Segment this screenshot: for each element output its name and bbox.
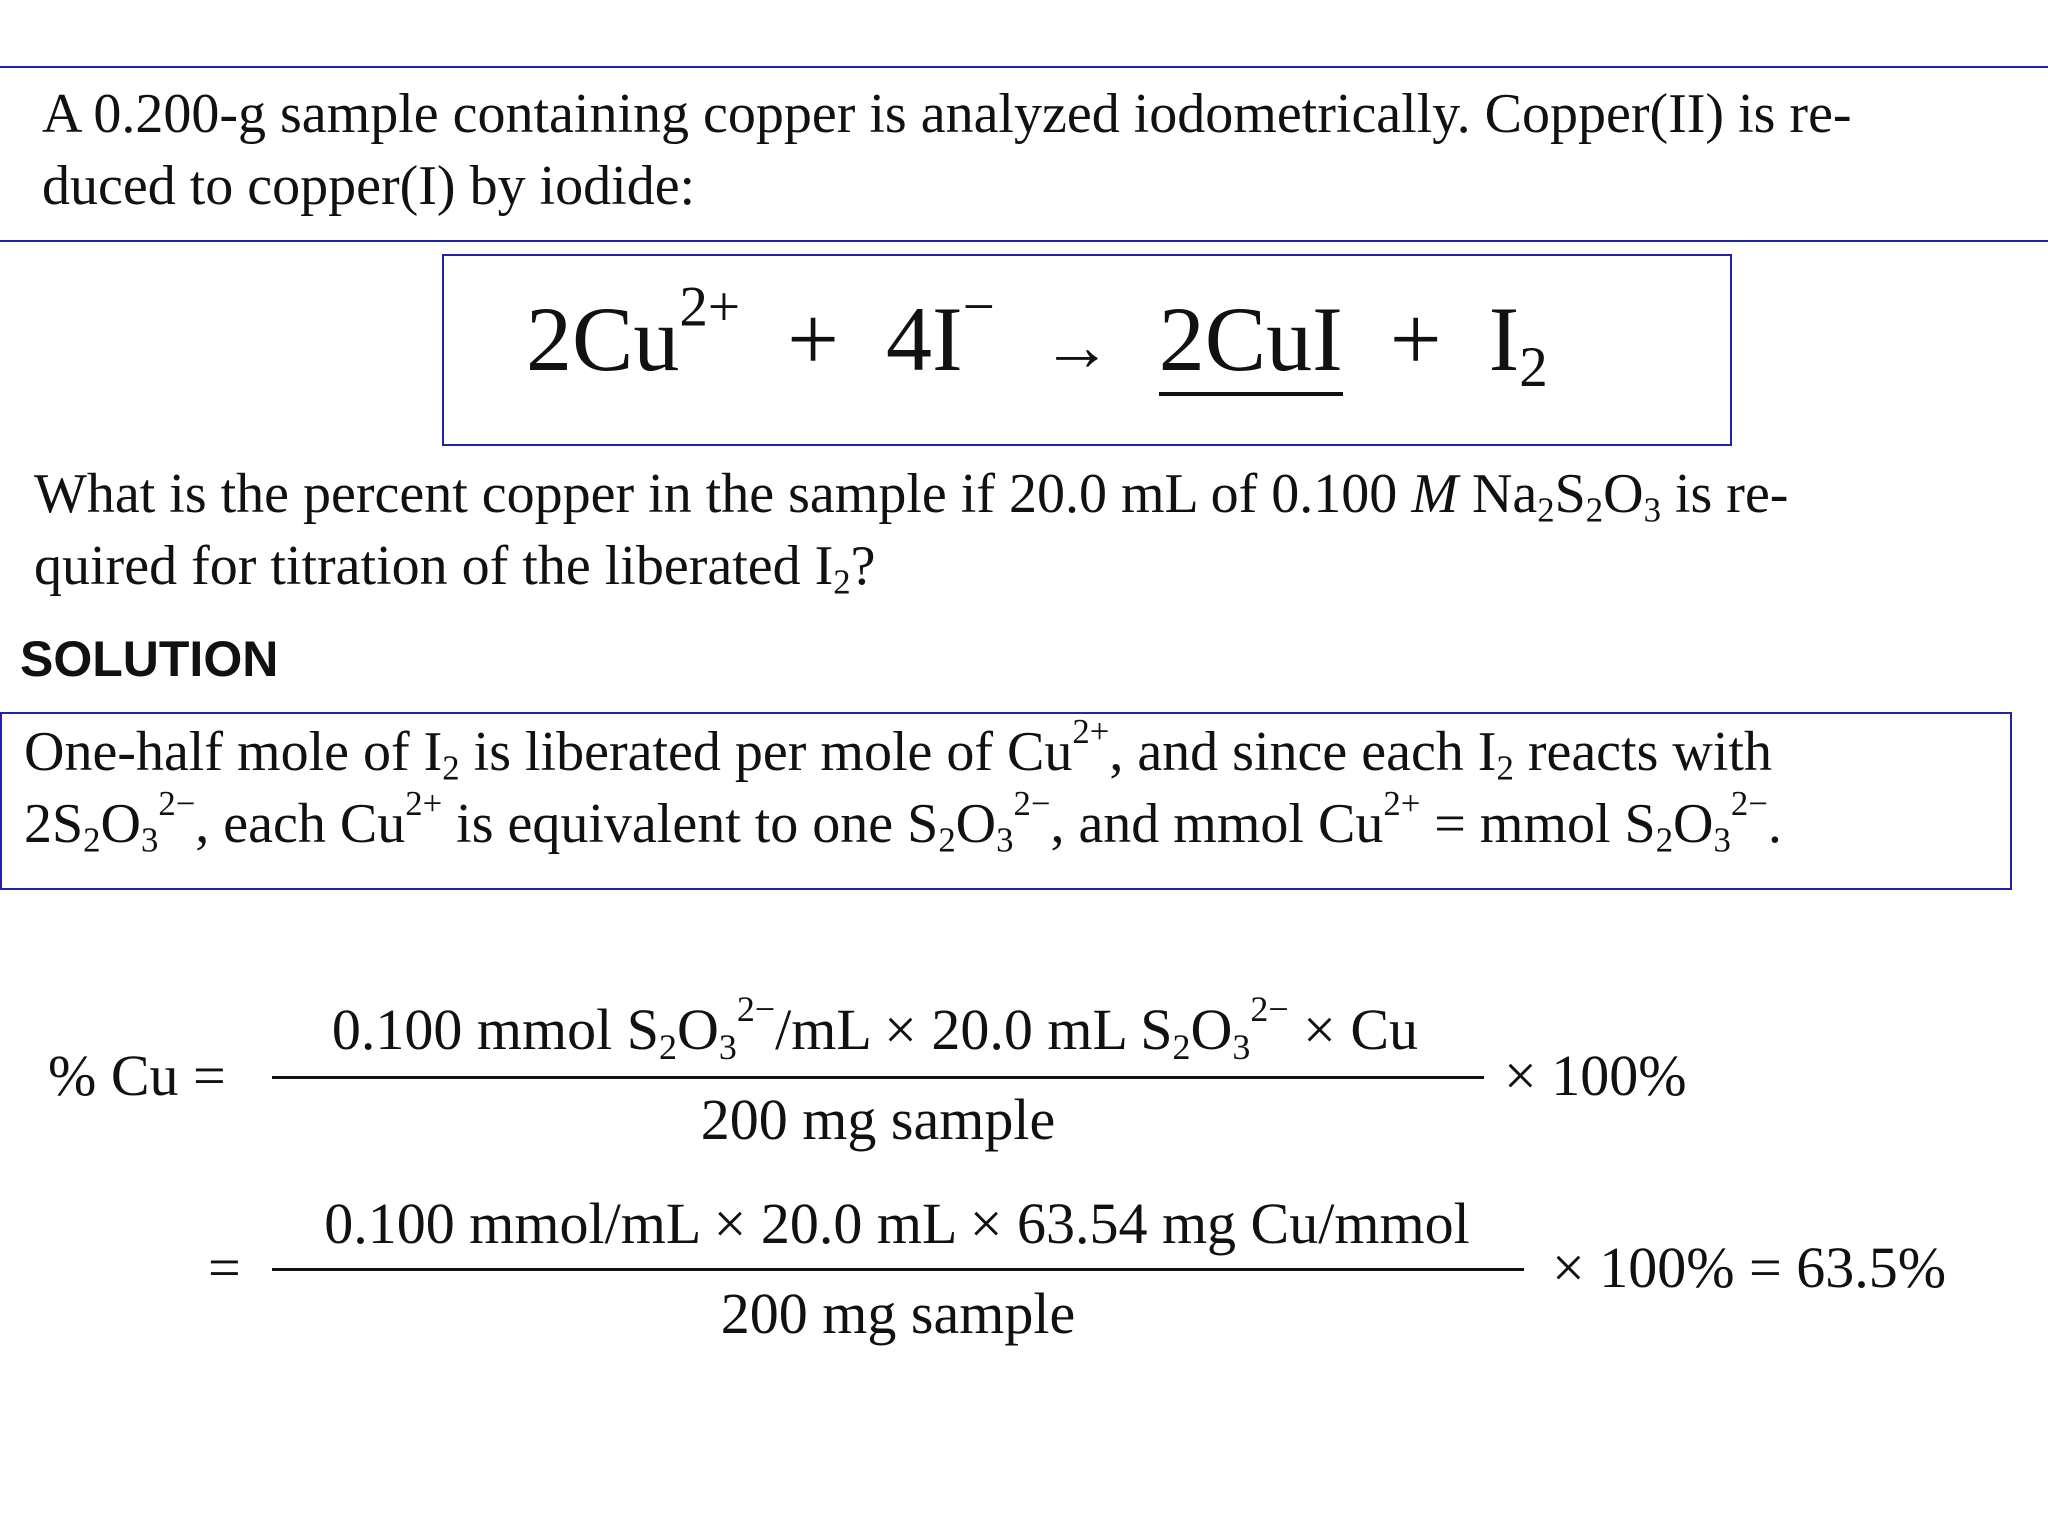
- explanation-text-part: O: [100, 793, 141, 855]
- explanation-text-part: is liberated per mole of Cu: [459, 721, 1073, 783]
- problem-line-2: duced to copper(I) by iodide:: [42, 155, 696, 217]
- superscript: 2+: [405, 783, 443, 823]
- superscript: 2−: [158, 783, 196, 823]
- explanation-text-part: , and mmol Cu: [1050, 793, 1384, 855]
- superscript: 2+: [1072, 711, 1110, 751]
- subscript: 3: [140, 820, 159, 860]
- explanation-text-part: O: [955, 793, 997, 855]
- reactant-iodide-charge: −: [962, 275, 995, 339]
- question-line-2: [34, 530, 1788, 602]
- subscript: 2: [1585, 490, 1604, 530]
- superscript: 2+: [1383, 783, 1421, 823]
- calc2-numerator: 0.100 mmol/mL × 20.0 mL × 63.54 mg Cu/mmol: [324, 1191, 1470, 1256]
- explanation-text-part: = mmol S: [1420, 793, 1656, 855]
- superscript: 2−: [1730, 783, 1768, 823]
- calc1-lhs: % Cu =: [48, 1043, 226, 1108]
- subscript: 2: [659, 1027, 678, 1068]
- explanation-text-part: , and since each I: [1109, 721, 1497, 783]
- product-cui: 2CuI: [1159, 288, 1343, 396]
- superscript: 2−: [1013, 783, 1051, 823]
- question-text-part: S: [1554, 463, 1586, 525]
- question-text-part: What is the percent copper in the sample if 20.0 mL of 0.100: [34, 463, 1412, 525]
- solution-heading: SOLUTION: [20, 631, 279, 687]
- explanation-text-part: .: [1767, 793, 1782, 855]
- explanation-text-part: , each Cu: [195, 793, 406, 855]
- question-text: [34, 458, 1788, 602]
- plus-sign-1: +: [787, 288, 839, 390]
- subscript: 2: [833, 562, 851, 602]
- product-iodine-sub: 2: [1519, 335, 1548, 399]
- numerator-part: O: [1190, 997, 1233, 1062]
- reaction-arrow: →: [1041, 309, 1112, 386]
- calc2-tail: × 100% = 63.5%: [1552, 1235, 1947, 1300]
- superscript: 2−: [736, 988, 776, 1029]
- calc2-denominator: 200 mg sample: [720, 1281, 1076, 1346]
- explanation-text: [24, 711, 1782, 860]
- question-text-part: quired for titration of the liberated I: [34, 535, 834, 597]
- reactant-copper: 2Cu: [526, 288, 680, 390]
- molarity-unit: M: [1411, 463, 1458, 525]
- problem-bottom-rule: [0, 240, 2048, 242]
- product-iodine: I: [1488, 288, 1520, 390]
- explanation-text-part: 2S: [24, 793, 84, 855]
- subscript: 3: [1713, 820, 1731, 860]
- explanation-text-part: One-half mole of I: [24, 721, 443, 783]
- calc2-lhs: =: [208, 1235, 241, 1300]
- calc1-fraction-bar: [272, 1076, 1484, 1079]
- problem-line-1: A 0.200-g sample containing copper is analyzed iodometrically. Copper(II) is re-: [42, 83, 1852, 145]
- problem-text: [42, 78, 1852, 222]
- explanation-text-part: reacts with: [1513, 721, 1772, 783]
- subscript: 2: [442, 748, 460, 788]
- plus-sign-2: +: [1389, 288, 1442, 390]
- calc1-numerator: [270, 988, 1480, 1068]
- subscript: 2: [83, 820, 101, 860]
- subscript: 3: [1643, 490, 1661, 530]
- top-rule: [0, 66, 2048, 68]
- numerator-part: 0.100 mmol S: [331, 997, 660, 1062]
- calc1-tail: × 100%: [1504, 1043, 1687, 1108]
- subscript: 2: [1655, 820, 1674, 860]
- explanation-text-part: O: [1673, 793, 1714, 855]
- question-text-part: is re-: [1660, 463, 1789, 525]
- explanation-text-part: is equivalent to one S: [442, 793, 939, 855]
- question-text-part: ?: [850, 535, 876, 597]
- subscript: 3: [718, 1027, 737, 1068]
- numerator-part: O: [677, 997, 719, 1062]
- reactant-copper-charge: 2+: [679, 275, 741, 339]
- reactant-iodide: 4I: [885, 288, 963, 390]
- reaction-equation: [526, 275, 1548, 403]
- numerator-part: /mL × 20.0 mL S: [775, 997, 1173, 1062]
- explanation-line-1: [24, 711, 1782, 788]
- calc2-fraction-bar: [272, 1268, 1524, 1271]
- question-text-part: Na: [1457, 463, 1538, 525]
- superscript: 2−: [1250, 988, 1289, 1029]
- subscript: 3: [1232, 1027, 1251, 1068]
- question-text-part: O: [1603, 463, 1644, 525]
- explanation-line-2: [24, 783, 1782, 860]
- numerator-part: × Cu: [1288, 997, 1419, 1062]
- subscript: 2: [1537, 490, 1555, 530]
- subscript: 2: [1496, 748, 1514, 788]
- subscript: 2: [938, 820, 956, 860]
- calc1-denominator: 200 mg sample: [700, 1087, 1056, 1152]
- subscript: 2: [1172, 1027, 1191, 1068]
- subscript: 3: [996, 820, 1014, 860]
- question-line-1: [34, 458, 1788, 530]
